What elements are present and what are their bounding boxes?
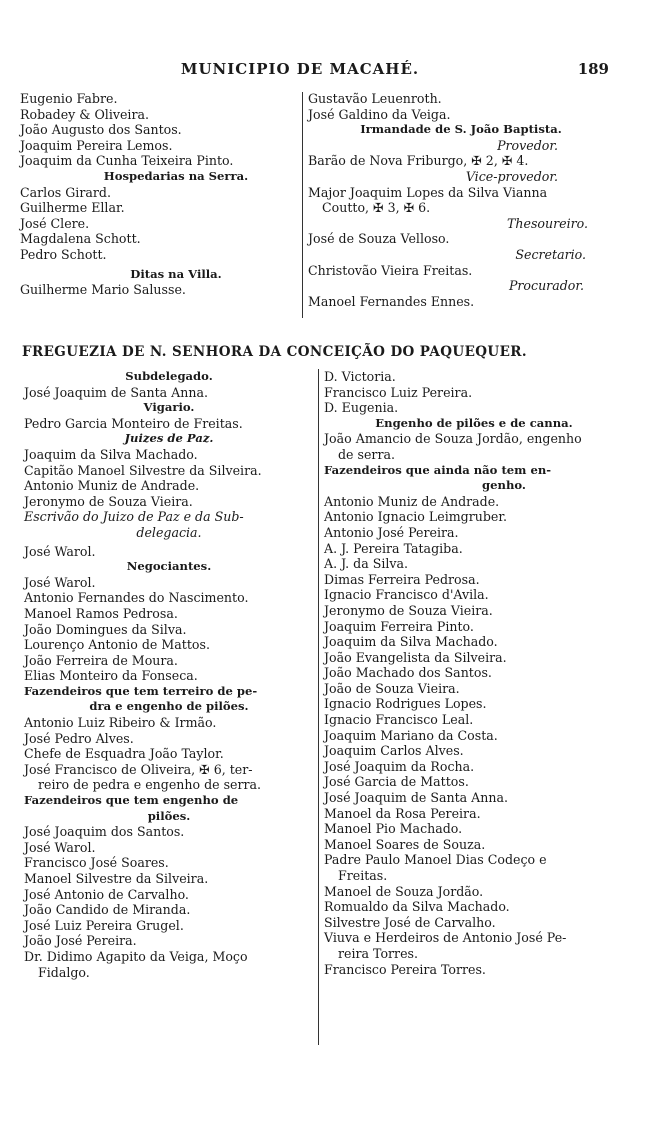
list-item: Chefe de Esquadra João Taylor. bbox=[24, 746, 224, 762]
list-item: Major Joaquim Lopes da Silva Vianna bbox=[308, 184, 548, 200]
list-item: José Warol. bbox=[24, 839, 96, 855]
list-item: Manoel da Rosa Pereira. bbox=[324, 805, 481, 821]
list-item: Joaquim da Silva Machado. bbox=[24, 446, 198, 462]
list-item: Antonio Muniz de Andrade. bbox=[24, 478, 200, 494]
column-divider bbox=[302, 92, 303, 318]
bottom-left-column bbox=[24, 369, 314, 980]
list-item: José Warol. bbox=[24, 543, 96, 559]
list-item: Pedro Schott. bbox=[20, 246, 107, 262]
list-item: Gustavão Leuenroth. bbox=[308, 91, 442, 106]
list-item: A. J. da Silva. bbox=[324, 556, 409, 572]
list-item: José Luiz Pereira Grugel. bbox=[24, 917, 184, 933]
section-heading: Engenho de pilões e de canna. bbox=[375, 415, 573, 430]
list-item: Guilherme Mario Salusse. bbox=[20, 282, 186, 298]
bottom-right-column bbox=[324, 369, 624, 977]
section-heading: Subdelegado. bbox=[125, 369, 213, 383]
list-item: Magdalena Schott. bbox=[20, 231, 141, 247]
role-label: Provedor. bbox=[497, 137, 558, 153]
list-item: Antonio Luiz Ribeiro & Irmão. bbox=[24, 715, 217, 731]
section-heading: Ditas na Villa. bbox=[130, 266, 222, 281]
list-item: de serra. bbox=[338, 446, 395, 462]
list-item: José Galdino da Veiga. bbox=[308, 106, 451, 122]
list-item: Christovão Vieira Freitas. bbox=[308, 262, 473, 278]
list-item: Antonio Ignacio Leimgruber. bbox=[324, 509, 508, 525]
list-item: Joaquim Pereira Lemos. bbox=[20, 137, 173, 153]
list-item: João José Pereira. bbox=[24, 933, 137, 949]
list-item: Manoel de Souza Jordão. bbox=[324, 883, 484, 899]
list-item: Pedro Garcia Monteiro de Freitas. bbox=[24, 415, 243, 431]
list-item: Joaquim Mariano da Costa. bbox=[324, 727, 498, 743]
page-header bbox=[0, 60, 651, 82]
list-item: Guilherme Ellar. bbox=[20, 200, 125, 216]
list-item: João Machado dos Santos. bbox=[324, 665, 492, 681]
list-item: Francisco José Soares. bbox=[24, 855, 169, 871]
list-item: Manoel Silvestre da Silveira. bbox=[24, 871, 209, 886]
list-item: Francisco Pereira Torres. bbox=[324, 961, 486, 977]
page-title: MUNICIPIO DE MACAHÉ. bbox=[180, 60, 420, 78]
list-item: Joaquim Carlos Alves. bbox=[324, 743, 464, 759]
role-label: Vice-provedor. bbox=[465, 168, 558, 184]
list-item: Carlos Girard. bbox=[20, 184, 111, 200]
role-label: Procurador. bbox=[508, 278, 584, 294]
list-item: D. Eugenia. bbox=[324, 400, 399, 416]
list-item: Dr. Didimo Agapito da Veiga, Moço bbox=[24, 948, 248, 964]
section-heading: Escrivão do Juizo de Paz e da Sub- bbox=[24, 509, 244, 525]
list-item: José Clere. bbox=[20, 215, 90, 231]
section-heading: Juizes de Paz. bbox=[124, 431, 214, 446]
list-item: João Augusto dos Santos. bbox=[20, 122, 182, 138]
list-item: José Joaquim de Santa Anna. bbox=[24, 384, 208, 400]
list-item: Manoel Soares de Souza. bbox=[324, 836, 486, 852]
list-item: Joaquim da Cunha Teixeira Pinto. bbox=[20, 153, 234, 169]
list-item: Manoel Pio Machado. bbox=[324, 821, 463, 837]
list-item: Romualdo da Silva Machado. bbox=[324, 899, 510, 915]
list-item: Coutto, ✠ 3, ✠ 6. bbox=[322, 200, 431, 216]
list-item: Dimas Ferreira Pedrosa. bbox=[324, 571, 480, 587]
list-item: Francisco Luiz Pereira. bbox=[324, 384, 473, 400]
top-left-column bbox=[20, 91, 292, 298]
list-item: Eugenio Fabre. bbox=[20, 91, 118, 106]
list-item: João Amancio de Souza Jordão, engenho bbox=[324, 431, 582, 447]
section-heading: pilões. bbox=[147, 808, 191, 823]
list-item: Robadey & Oliveira. bbox=[20, 106, 149, 122]
list-item: Viuva e Herdeiros de Antonio José Pe- bbox=[324, 930, 567, 946]
list-item: José Warol. bbox=[24, 574, 96, 590]
list-item: Joaquim da Silva Machado. bbox=[324, 634, 498, 650]
list-item: José Garcia de Mattos. bbox=[324, 774, 469, 790]
list-item: Antonio José Pereira. bbox=[324, 524, 459, 540]
section-heading: Fazendeiros que tem terreiro de pe- bbox=[24, 683, 258, 698]
list-item: João Evangelista da Silveira. bbox=[324, 649, 507, 665]
list-item: D. Victoria. bbox=[324, 369, 396, 384]
list-item: Silvestre José de Carvalho. bbox=[324, 914, 496, 930]
list-item: Elias Monteiro da Fonseca. bbox=[24, 668, 198, 684]
list-item: reiro de pedra e engenho de serra. bbox=[38, 777, 262, 793]
list-item: Manoel Fernandes Ennes. bbox=[308, 293, 475, 309]
list-item: João de Souza Vieira. bbox=[324, 680, 460, 696]
list-item: Fidalgo. bbox=[38, 964, 90, 980]
list-item: Barão de Nova Friburgo, ✠ 2, ✠ 4. bbox=[308, 153, 529, 169]
section-heading: Irmandade de S. João Baptista. bbox=[360, 122, 562, 137]
list-item: Jeronymo de Souza Vieira. bbox=[324, 602, 493, 618]
list-item: Padre Paulo Manoel Dias Codeço e bbox=[324, 852, 547, 868]
section-heading: Vigario. bbox=[143, 400, 195, 415]
list-item: Capitão Manoel Silvestre da Silveira. bbox=[24, 462, 262, 478]
section-heading: dra e engenho de pilões. bbox=[89, 699, 249, 714]
list-item: José Joaquim dos Santos. bbox=[24, 824, 185, 840]
list-item: Joaquim Ferreira Pinto. bbox=[324, 618, 474, 634]
list-item: Antonio Fernandes do Nascimento. bbox=[24, 590, 249, 606]
list-item: Antonio Muniz de Andrade. bbox=[324, 493, 500, 509]
list-item: José de Souza Velloso. bbox=[308, 231, 450, 247]
list-item: José Joaquim da Rocha. bbox=[324, 758, 475, 774]
parish-heading: FREGUEZIA DE N. SENHORA DA CONCEIÇÃO DO PAQUEQUER. bbox=[22, 344, 528, 360]
list-item: João Domingues da Silva. bbox=[24, 621, 187, 637]
section-heading: Hospedarias na Serra. bbox=[103, 168, 249, 183]
list-item: José Joaquim de Santa Anna. bbox=[324, 790, 508, 806]
list-item: Ignacio Rodrigues Lopes. bbox=[324, 696, 487, 712]
list-item: reira Torres. bbox=[338, 945, 418, 961]
section-heading: genho. bbox=[482, 478, 526, 493]
list-item: José Pedro Alves. bbox=[24, 730, 134, 746]
list-item: Jeronymo de Souza Vieira. bbox=[24, 493, 193, 509]
page-number: 189 bbox=[577, 60, 609, 78]
role-label: Secretario. bbox=[515, 246, 586, 262]
list-item: João Ferreira de Moura. bbox=[24, 652, 178, 668]
list-item: Manoel Ramos Pedrosa. bbox=[24, 605, 178, 621]
list-item: José Antonio de Carvalho. bbox=[24, 886, 189, 902]
list-item: José Francisco de Oliveira, ✠ 6, ter- bbox=[24, 761, 253, 777]
top-right-column bbox=[308, 91, 598, 309]
column-divider bbox=[318, 369, 319, 1045]
section-heading: Fazendeiros que tem engenho de bbox=[24, 793, 239, 808]
list-item: Ignacio Francisco d'Avila. bbox=[324, 587, 489, 603]
role-label: Thesoureiro. bbox=[506, 215, 588, 231]
section-heading: Negociantes. bbox=[126, 559, 212, 574]
list-item: Ignacio Francisco Leal. bbox=[324, 712, 474, 728]
section-heading: delegacia. bbox=[136, 524, 202, 540]
section-heading: Fazendeiros que ainda não tem en- bbox=[324, 462, 552, 477]
list-item: Lourenço Antonio de Mattos. bbox=[24, 637, 210, 653]
list-item: João Candido de Miranda. bbox=[24, 902, 191, 918]
list-item: A. J. Pereira Tatagiba. bbox=[324, 540, 463, 556]
list-item: Freitas. bbox=[338, 868, 388, 883]
